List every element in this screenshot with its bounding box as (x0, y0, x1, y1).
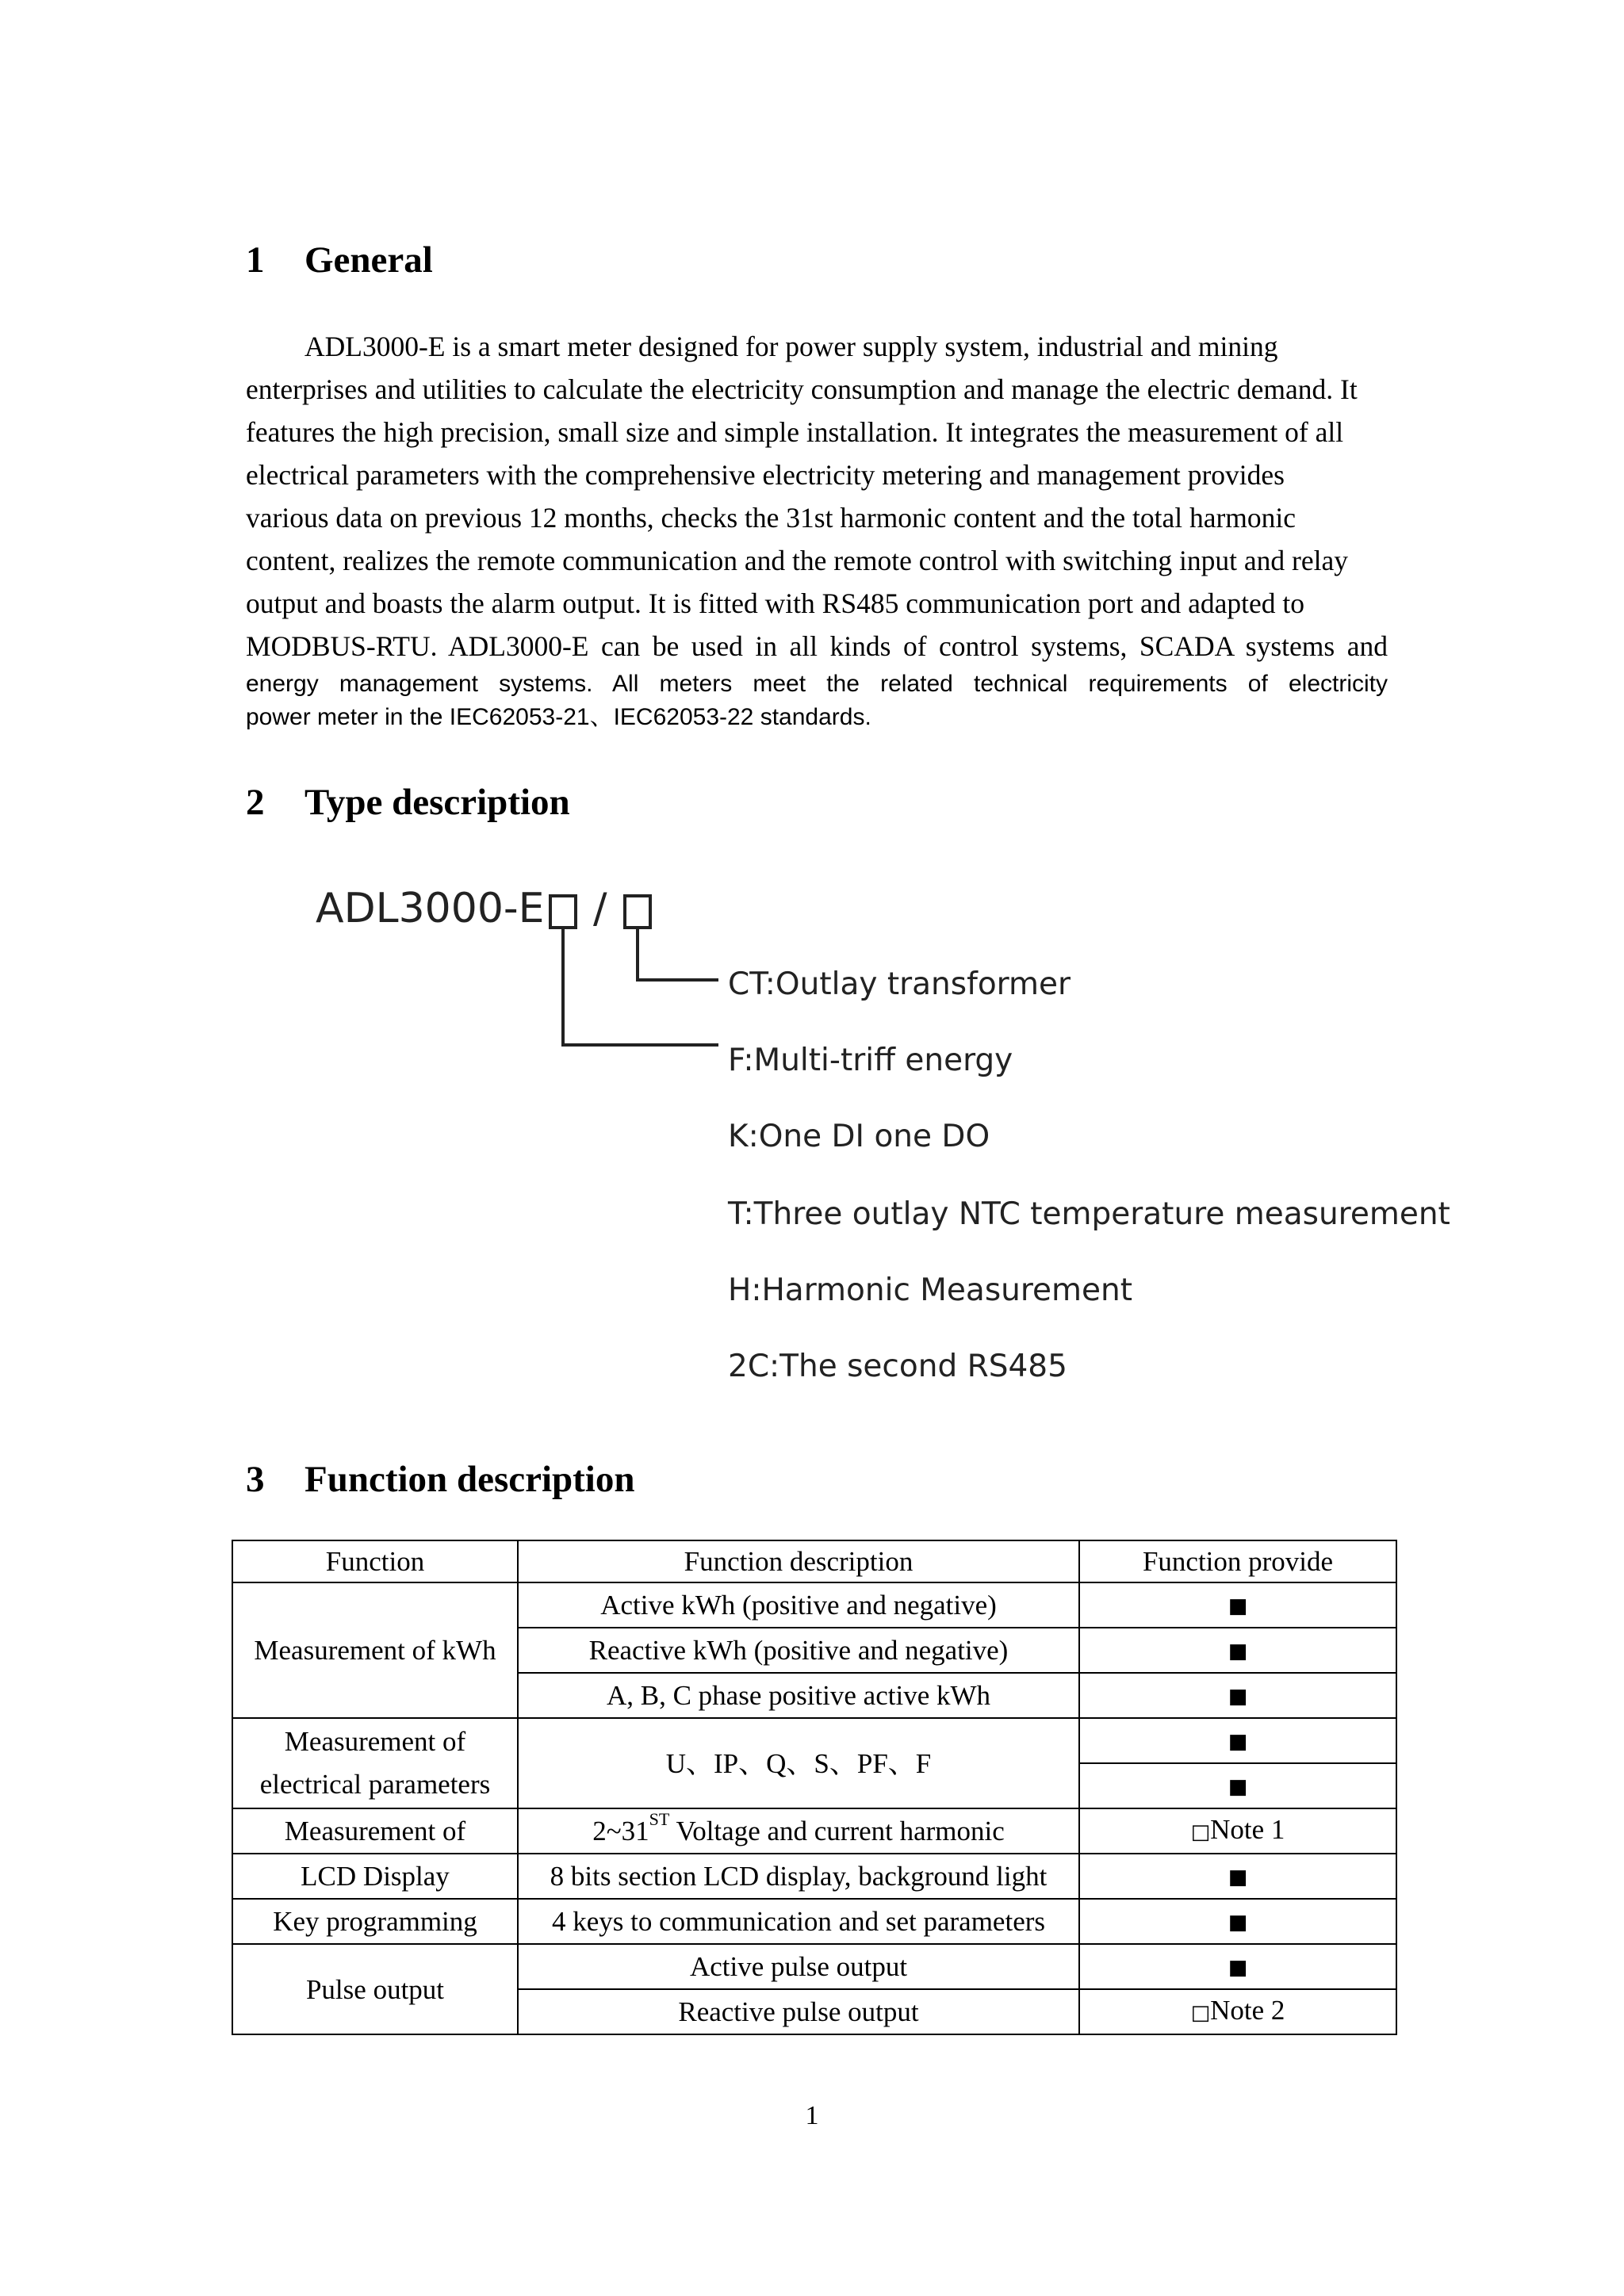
paragraph-line: MODBUS-RTU. ADL3000-E can be used in all kinds of control systems, SCADA systems and (246, 630, 1388, 662)
type-option: T:Three outlay NTC temperature measurement (728, 1196, 1450, 1232)
provide-cell (1079, 1763, 1396, 1808)
description-cell: 8 bits section LCD display, background light (518, 1854, 1079, 1899)
model-code (316, 878, 545, 939)
function-cell-line: Measurement of (284, 1726, 466, 1757)
function-table (232, 1540, 1397, 2035)
filled-square-icon: ■ (1228, 1866, 1248, 1889)
filled-square-icon: ■ (1228, 1685, 1248, 1709)
note-text: Note 2 (1210, 1995, 1285, 2026)
table-header-cell: Function (232, 1540, 518, 1582)
filled-square-icon: ■ (1228, 1775, 1248, 1799)
paragraph-line: electrical parameters with the comprehensive electricity metering and management provides (246, 459, 1285, 491)
description-cell: A, B, C phase positive active kWh (518, 1673, 1079, 1718)
function-cell: Pulse output (232, 1944, 518, 2034)
table-row (232, 1582, 1396, 1628)
model-prefix: ADL3000-E (316, 885, 545, 932)
filled-square-icon: ■ (1228, 1911, 1248, 1934)
provide-cell (1079, 1582, 1396, 1628)
section-title: Function description (304, 1459, 635, 1500)
provide-cell (1079, 1899, 1396, 1944)
section-number: 2 (246, 782, 265, 823)
paragraph-line: ADL3000-E is a smart meter designed for power supply system, industrial and mining (304, 331, 1278, 362)
section-title: General (304, 239, 433, 281)
function-cell (232, 1718, 518, 1808)
function-cell-line: electrical parameters (259, 1769, 491, 1800)
table-row (232, 1899, 1396, 1944)
section-heading-type (246, 779, 570, 826)
section-number: 3 (246, 1459, 265, 1500)
provide-cell (1079, 1808, 1396, 1854)
provide-cell (1079, 1628, 1396, 1673)
superscript: ST (649, 1809, 670, 1830)
function-cell: LCD Display (232, 1854, 518, 1899)
description-cell (518, 1808, 1079, 1854)
provide-cell (1079, 1944, 1396, 1989)
function-cell: Measurement of kWh (232, 1582, 518, 1718)
provide-cell (1079, 1718, 1396, 1763)
filled-square-icon: ■ (1228, 1956, 1248, 1980)
paragraph-line: various data on previous 12 months, checks the 31st harmonic content and the total harmonic (246, 502, 1297, 534)
table-header-cell: Function provide (1079, 1540, 1396, 1582)
connector-line (561, 1043, 718, 1047)
connector-line (636, 978, 718, 982)
description-cell: Reactive pulse output (518, 1989, 1079, 2034)
section-heading-function (246, 1456, 635, 1503)
connector-line (561, 929, 565, 1047)
type-option: K:One DI one DO (728, 1119, 990, 1154)
note-text: Note 1 (1210, 1814, 1285, 1845)
table-header-cell: Function description (518, 1540, 1079, 1582)
separator-text: / (593, 885, 607, 932)
table-row (232, 1944, 1396, 1989)
filled-square-icon: ■ (1228, 1594, 1248, 1618)
paragraph-line: power meter in the IEC62053-21、IEC62053-22 standards. (246, 704, 871, 730)
description-cell: 4 keys to communication and set parameters (518, 1899, 1079, 1944)
section-number: 1 (246, 239, 265, 281)
provide-cell (1079, 1854, 1396, 1899)
function-cell: Key programming (232, 1899, 518, 1944)
description-cell: U、IP、Q、S、PF、F (518, 1718, 1079, 1808)
empty-square-icon: □ (1190, 1820, 1211, 1844)
description-cell: Reactive kWh (positive and negative) (518, 1628, 1079, 1673)
page-number: 1 (805, 2101, 819, 2130)
option-box-2 (623, 894, 652, 929)
harmonic-range: 2~31 (592, 1816, 649, 1846)
function-cell: Measurement of (232, 1808, 518, 1854)
table-header-row (232, 1540, 1396, 1582)
general-paragraph (246, 325, 1388, 734)
connector-line (636, 929, 639, 982)
paragraph-line: content, realizes the remote communication and the remote control with switching input and relay (246, 545, 1348, 576)
description-cell: Active pulse output (518, 1944, 1079, 1989)
table-row (232, 1718, 1396, 1763)
paragraph-line: features the high precision, small size and simple installation. It integrates the measurement of all (246, 416, 1344, 448)
filled-square-icon: ■ (1228, 1640, 1248, 1663)
type-option: 2C:The second RS485 (728, 1349, 1067, 1384)
table-row (232, 1808, 1396, 1854)
option-box-1 (549, 894, 577, 929)
harmonic-text: Voltage and current harmonic (669, 1816, 1005, 1846)
model-separator (593, 878, 607, 939)
description-cell: Active kWh (positive and negative) (518, 1582, 1079, 1628)
type-option: H:Harmonic Measurement (728, 1272, 1133, 1308)
section-title: Type description (304, 782, 570, 823)
paragraph-line: output and boasts the alarm output. It is fitted with RS485 communication port and adapted to (246, 587, 1304, 619)
type-option: CT:Outlay transformer (728, 966, 1071, 1002)
section-heading-general (246, 236, 433, 284)
empty-square-icon: □ (1190, 2001, 1211, 2025)
table-row (232, 1854, 1396, 1899)
filled-square-icon: ■ (1228, 1730, 1248, 1754)
type-option: F:Multi-triff energy (728, 1043, 1013, 1078)
provide-cell (1079, 1673, 1396, 1718)
provide-cell (1079, 1989, 1396, 2034)
paragraph-line: enterprises and utilities to calculate the electricity consumption and manage the electric demand. It (246, 373, 1358, 405)
paragraph-line: energy management systems. All meters meet the related technical requirements of electricity (246, 671, 1388, 697)
